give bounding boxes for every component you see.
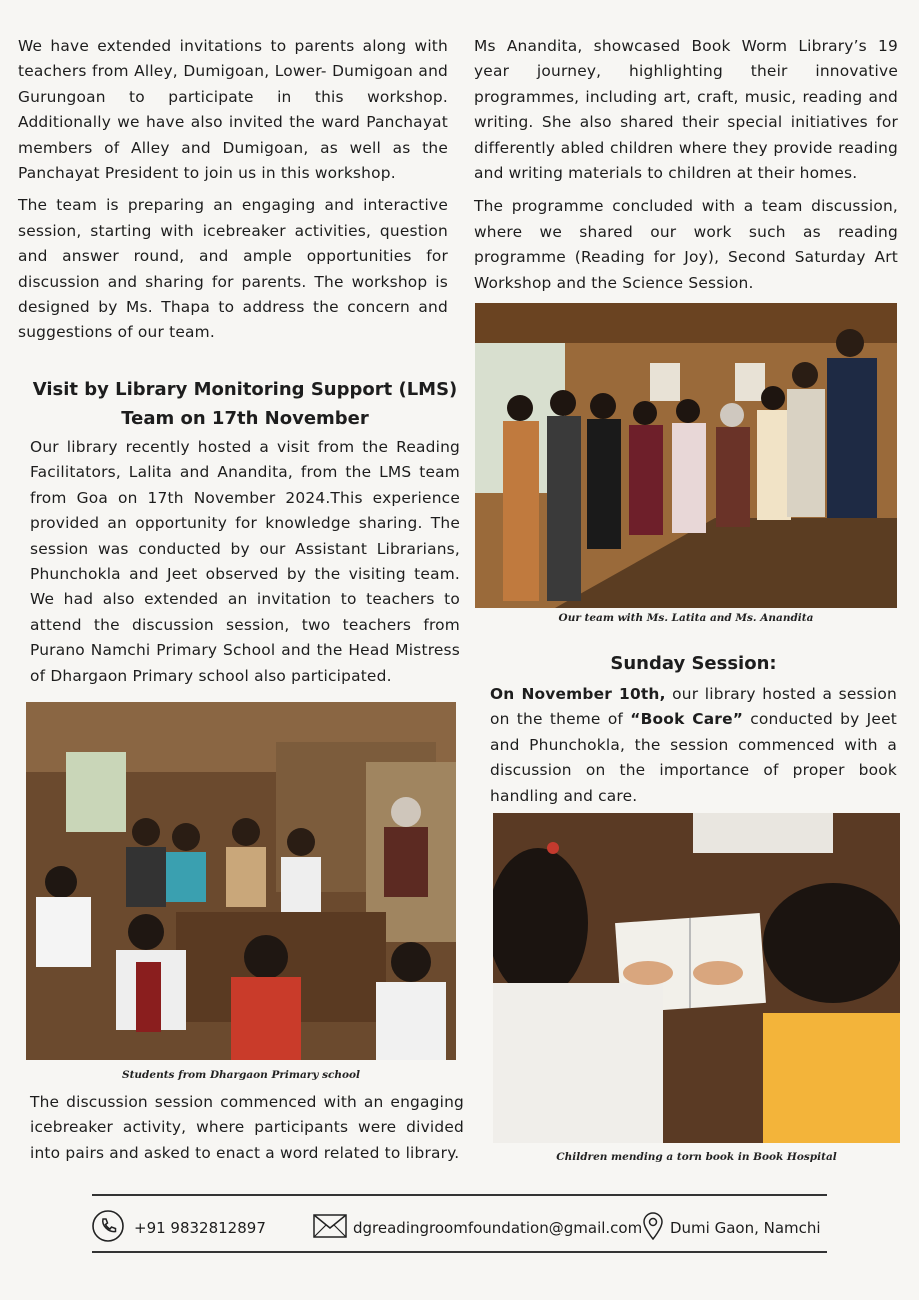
right-column bbox=[474, 34, 898, 296]
sunday-theme: “Book Care” bbox=[630, 710, 744, 729]
location-pin-icon bbox=[642, 1212, 664, 1244]
icebreaker-paragraph: The discussion session commenced with an engaging icebreaker activity, where participants were divided into pairs and asked to enact a word related to library. bbox=[30, 1093, 464, 1162]
photo-book-hospital bbox=[493, 813, 900, 1143]
left-paragraph-preparation: The team is preparing an engaging and interactive session, starting with icebreaker activities, question and answer round, and ample opportunities for discussion and sharing for parents. The workshop is designed by Ms. Thapa to address the concern and suggestions of our team. bbox=[18, 196, 448, 342]
book-hospital-photo-illustration bbox=[493, 813, 900, 1143]
phone-number: +91 9832812897 bbox=[134, 1219, 266, 1237]
email-address: dgreadingroomfoundation@gmail.com bbox=[353, 1219, 643, 1237]
right-paragraph-anandita: Ms Anandita, showcased Book Worm Library’s 19 year journey, highlighting their innovative programmes, including art, craft, music, reading and writing. She also shared their special initiatives for differently abled children where they provide reading and writing materials to children at their homes. bbox=[474, 37, 898, 183]
right-paragraph-conclusion: The programme concluded with a team discussion, where we shared our work such as reading programme (Reading for Joy), Second Saturday Art Workshop and the Science Session. bbox=[474, 197, 898, 292]
sunday-date: On November 10th, bbox=[490, 685, 666, 703]
lms-paragraph: Our library recently hosted a visit from the Reading Facilitators, Lalita and Anandita, from the LMS team from Goa on 17th November 2024.This experience provided an opportunity for knowledge sharing. The session was conducted by our Assistant Librarians, Phunchokla and Jeet observed by the visiting team. We had also extended an invitation to teachers to attend the discussion session, two teachers from Purano Namchi Primary School and the Head Mistress of Dhargaon Primary school also participated. bbox=[30, 438, 460, 685]
caption-book-hospital: Children mending a torn book in Book Hospital bbox=[556, 1151, 837, 1163]
sunday-paragraph bbox=[490, 682, 897, 809]
sunday-heading: Sunday Session: bbox=[610, 653, 777, 674]
footer-email[interactable] bbox=[313, 1214, 642, 1242]
caption-students: Students from Dhargaon Primary school bbox=[121, 1069, 361, 1081]
footer-phone[interactable] bbox=[92, 1210, 266, 1246]
phone-icon bbox=[92, 1210, 124, 1246]
left-paragraph-invitations: We have extended invitations to parents along with teachers from Alley, Dumigoan, Lower- Dumigoan and Gurungoan to participate in this workshop. Additionally we have also invited the ward Panchayat members of Alley and Dumigoan, as well as the Panchayat President to join us in this workshop. bbox=[18, 37, 448, 183]
photo-team-group bbox=[475, 303, 897, 608]
caption-team: Our team with Ms. Latita and Ms. Anandita bbox=[558, 612, 814, 624]
lms-section bbox=[30, 375, 460, 689]
footer-bottom-rule bbox=[92, 1251, 827, 1253]
photo-students-dhargaon bbox=[26, 702, 456, 1060]
lms-heading-line2: Team on 17th November bbox=[121, 408, 369, 429]
left-column-bottom bbox=[30, 1090, 464, 1166]
sunday-section bbox=[490, 649, 897, 809]
footer-top-rule bbox=[92, 1194, 827, 1196]
mail-icon bbox=[313, 1214, 347, 1242]
sunday-text-1: our library hosted a session on the theme of bbox=[490, 685, 898, 729]
location-text: Dumi Gaon, Namchi bbox=[670, 1219, 821, 1237]
team-photo-illustration bbox=[475, 303, 897, 608]
students-photo-illustration bbox=[26, 702, 456, 1060]
sunday-text-2: conducted by Jeet and Phunchokla, the session commenced with a discussion on the importance of proper book handling and care. bbox=[490, 710, 897, 805]
lms-heading-line1: Visit by Library Monitoring Support (LMS) bbox=[32, 379, 458, 400]
left-column bbox=[18, 34, 448, 346]
footer-location[interactable] bbox=[642, 1212, 821, 1244]
